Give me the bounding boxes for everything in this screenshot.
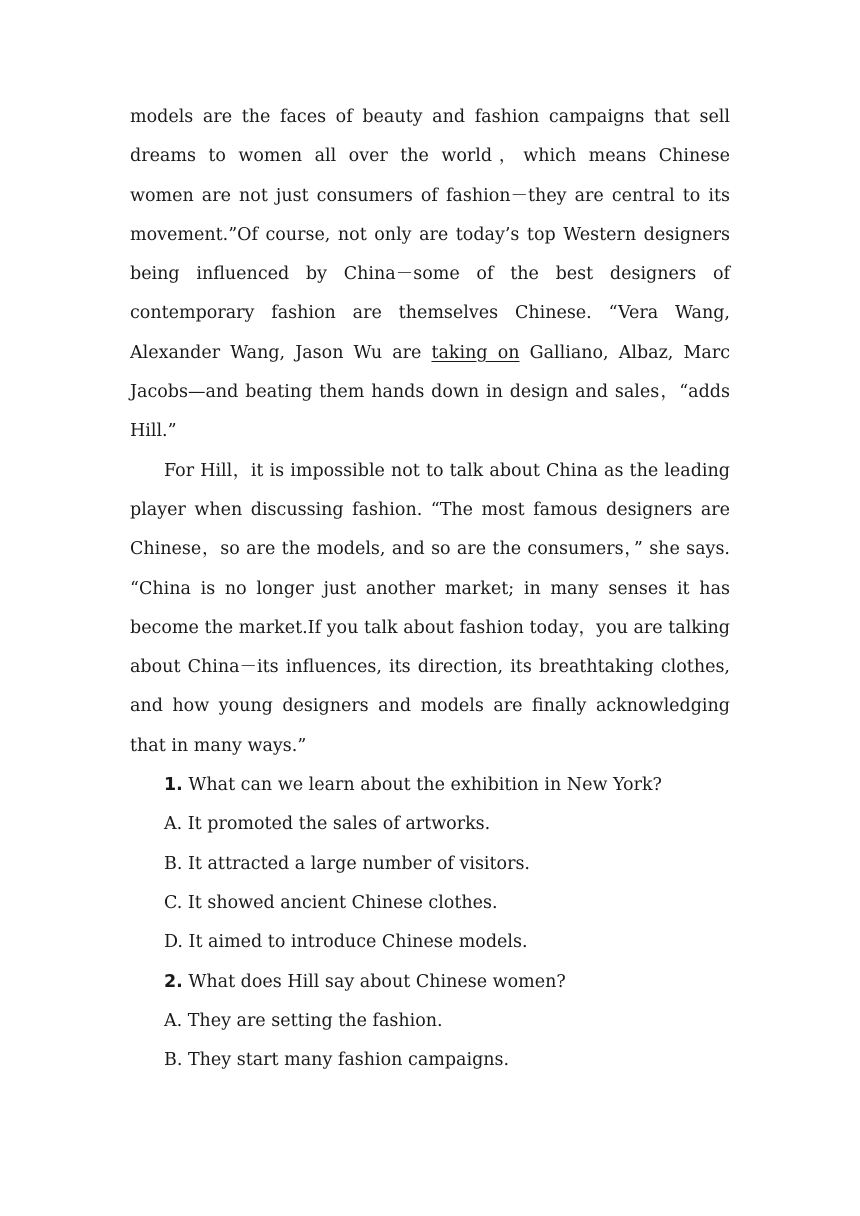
question-2-option-b: B. They start many fashion campaigns. xyxy=(164,1050,510,1071)
question-1-option-a: A. It promoted the sales of artworks. xyxy=(164,814,491,835)
question-2-number: 2. xyxy=(164,971,183,992)
question-1-option-c: C. It showed ancient Chinese clothes. xyxy=(164,892,498,913)
question-2 xyxy=(130,963,730,1002)
question-2-text: What does Hill say about Chinese women? xyxy=(182,971,566,992)
question-1-number: 1. xyxy=(164,775,183,796)
question-1-option-d: D. It aimed to introduce Chinese models. xyxy=(164,932,528,953)
underlined-phrase: taking on xyxy=(431,342,520,363)
document-page xyxy=(130,98,730,1080)
question-1-text: What can we learn about the exhibition in New York? xyxy=(182,775,662,796)
paragraph-1-text-before: models are the faces of beauty and fashion campaigns that sell dreams to women all over the world，which means Chinese women are not just consumers of fashion－they are central to its movement.”Of course, not only are today’s top Western designers being influenced by China－some of the best designers of contemporary fashion are themselves Chinese. “Vera Wang, Alexander Wang, Jason Wu are xyxy=(130,107,730,363)
paragraph-1-text-after: Galliano, Albaz, Marc Jacobs—and beating them hands down in design and sales，“adds Hill.” xyxy=(130,342,730,442)
question-1-option-b: B. It attracted a large number of visitors. xyxy=(164,853,530,874)
passage-paragraph-1 xyxy=(130,98,730,452)
question-2-option-a: A. They are setting the fashion. xyxy=(164,1010,443,1031)
question-1 xyxy=(130,766,730,805)
passage-paragraph-2: For Hill，it is impossible not to talk about China as the leading player when discussing fashion. “The most famous designers are Chinese，so are the models, and so are the consumers，” she says. “China is no longer just another market; in many senses it has become the market.If you talk about fashion today，you are talking about China－its influences, its direction, its breathtaking clothes, and how young designers and models are finally acknowledging that in many ways.” xyxy=(130,460,730,756)
